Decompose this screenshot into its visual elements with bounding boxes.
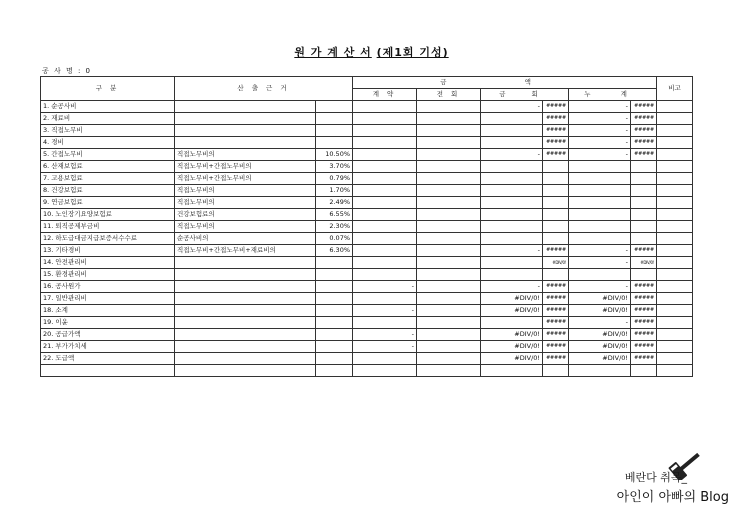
row-cumulative: - — [569, 149, 631, 161]
row-name: 19. 이윤 — [41, 317, 175, 329]
row-current — [481, 209, 543, 221]
row-cumulative: #DIV/0! — [569, 341, 631, 353]
row-name: 22. 도급액 — [41, 353, 175, 365]
row-current — [481, 197, 543, 209]
row-note — [657, 101, 693, 113]
row-rate — [316, 305, 353, 317]
row-basis: 직접노무비+간접노무비의 — [175, 173, 316, 185]
row-cumulative-ratio: ##### — [631, 305, 657, 317]
row-previous — [417, 149, 481, 161]
row-contract: - — [353, 341, 417, 353]
row-cumulative-ratio — [631, 209, 657, 221]
row-previous — [417, 341, 481, 353]
row-previous — [417, 257, 481, 269]
table-row — [41, 173, 693, 185]
document-title — [0, 44, 743, 60]
row-note — [657, 185, 693, 197]
row-cumulative-ratio: ##### — [631, 149, 657, 161]
row-contract — [353, 317, 417, 329]
row-current — [481, 113, 543, 125]
row-contract: - — [353, 281, 417, 293]
row-name: 13. 기타경비 — [41, 245, 175, 257]
row-current-ratio — [543, 161, 569, 173]
row-cumulative — [569, 233, 631, 245]
table-row — [41, 341, 693, 353]
row-current — [481, 125, 543, 137]
table-row — [41, 317, 693, 329]
row-cumulative — [569, 161, 631, 173]
row-note — [657, 353, 693, 365]
row-current-ratio — [543, 365, 569, 377]
row-cumulative-ratio — [631, 233, 657, 245]
row-name: 20. 공급가액 — [41, 329, 175, 341]
row-contract — [353, 365, 417, 377]
row-previous — [417, 101, 481, 113]
row-cumulative — [569, 221, 631, 233]
blog-signature — [617, 468, 729, 508]
row-cumulative-ratio — [631, 161, 657, 173]
header-gubun: 구 분 — [41, 77, 175, 101]
row-current — [481, 137, 543, 149]
row-cumulative-ratio: ##### — [631, 125, 657, 137]
row-previous — [417, 293, 481, 305]
row-current-ratio: ##### — [543, 329, 569, 341]
row-cumulative: - — [569, 125, 631, 137]
header-contract: 계 약 — [353, 89, 417, 101]
row-rate — [316, 137, 353, 149]
row-basis: 직접노무비의 — [175, 197, 316, 209]
row-basis — [175, 305, 316, 317]
row-rate: 2.30% — [316, 221, 353, 233]
row-rate — [316, 269, 353, 281]
row-rate — [316, 365, 353, 377]
row-previous — [417, 269, 481, 281]
row-cumulative-ratio — [631, 365, 657, 377]
row-basis — [175, 329, 316, 341]
table-row — [41, 233, 693, 245]
row-current-ratio: ##### — [543, 353, 569, 365]
row-rate — [316, 125, 353, 137]
row-note — [657, 197, 693, 209]
header-cumulative: 누 계 — [569, 89, 657, 101]
row-current — [481, 365, 543, 377]
table-row — [41, 281, 693, 293]
row-contract: - — [353, 329, 417, 341]
row-previous — [417, 353, 481, 365]
row-contract — [353, 101, 417, 113]
title-suffix: (제1회 기성) — [376, 46, 449, 59]
row-contract — [353, 149, 417, 161]
row-rate — [316, 341, 353, 353]
row-cumulative: - — [569, 245, 631, 257]
row-basis — [175, 257, 316, 269]
row-previous — [417, 317, 481, 329]
row-current-ratio: ##### — [543, 317, 569, 329]
row-name: 12. 하도급대금지급보증서수수료 — [41, 233, 175, 245]
row-contract — [353, 113, 417, 125]
row-note — [657, 365, 693, 377]
row-cumulative-ratio — [631, 269, 657, 281]
row-cumulative-ratio: #DIV/0! — [631, 257, 657, 269]
row-previous — [417, 233, 481, 245]
row-note — [657, 209, 693, 221]
row-cumulative: - — [569, 137, 631, 149]
table-row — [41, 245, 693, 257]
row-cumulative-ratio — [631, 197, 657, 209]
header-current: 금 회 — [481, 89, 569, 101]
row-rate — [316, 293, 353, 305]
row-rate: 10.50% — [316, 149, 353, 161]
row-note — [657, 161, 693, 173]
row-basis — [175, 353, 316, 365]
row-rate — [316, 317, 353, 329]
header-note: 비고 — [657, 77, 693, 101]
header-amount: 금 액 — [353, 77, 657, 89]
row-current: - — [481, 101, 543, 113]
row-cumulative: - — [569, 317, 631, 329]
row-note — [657, 149, 693, 161]
row-contract — [353, 161, 417, 173]
row-note — [657, 113, 693, 125]
row-current-ratio: ##### — [543, 305, 569, 317]
row-cumulative — [569, 173, 631, 185]
row-note — [657, 281, 693, 293]
row-cumulative — [569, 197, 631, 209]
row-previous — [417, 113, 481, 125]
row-name: 1. 순공사비 — [41, 101, 175, 113]
row-contract — [353, 233, 417, 245]
row-rate — [316, 353, 353, 365]
row-previous — [417, 197, 481, 209]
row-name: 10. 노인장기요양보험료 — [41, 209, 175, 221]
row-cumulative-ratio: ##### — [631, 281, 657, 293]
row-current: #DIV/0! — [481, 353, 543, 365]
row-note — [657, 125, 693, 137]
row-name: 6. 산재보험료 — [41, 161, 175, 173]
row-current-ratio: ##### — [543, 101, 569, 113]
row-rate: 1.70% — [316, 185, 353, 197]
row-current-ratio — [543, 173, 569, 185]
row-basis — [175, 101, 316, 113]
row-basis — [175, 293, 316, 305]
row-current: #DIV/0! — [481, 341, 543, 353]
row-cumulative-ratio — [631, 221, 657, 233]
row-current: #DIV/0! — [481, 329, 543, 341]
row-current — [481, 317, 543, 329]
row-current-ratio: ##### — [543, 281, 569, 293]
row-previous — [417, 365, 481, 377]
row-name: 11. 퇴직공제부금비 — [41, 221, 175, 233]
row-rate: 6.55% — [316, 209, 353, 221]
row-cumulative: - — [569, 101, 631, 113]
row-name: 4. 경비 — [41, 137, 175, 149]
row-name: 9. 연금보험료 — [41, 197, 175, 209]
table-row — [41, 209, 693, 221]
table-row — [41, 137, 693, 149]
row-cumulative — [569, 269, 631, 281]
row-cumulative-ratio: ##### — [631, 113, 657, 125]
row-current: - — [481, 149, 543, 161]
row-current-ratio — [543, 269, 569, 281]
row-cumulative-ratio — [631, 173, 657, 185]
row-current — [481, 173, 543, 185]
cost-sheet-table — [40, 76, 693, 377]
row-contract — [353, 293, 417, 305]
company-label: 공 사 명 : 0 — [42, 67, 92, 75]
row-previous — [417, 245, 481, 257]
row-basis — [175, 281, 316, 293]
row-current-ratio: ##### — [543, 137, 569, 149]
row-rate: 0.07% — [316, 233, 353, 245]
row-note — [657, 257, 693, 269]
row-cumulative: - — [569, 281, 631, 293]
row-contract — [353, 245, 417, 257]
row-previous — [417, 281, 481, 293]
table-row — [41, 221, 693, 233]
table-row — [41, 113, 693, 125]
row-note — [657, 341, 693, 353]
row-name: 3. 직접노무비 — [41, 125, 175, 137]
row-basis: 순공사비의 — [175, 233, 316, 245]
row-name — [41, 365, 175, 377]
row-contract — [353, 257, 417, 269]
row-cumulative-ratio: ##### — [631, 353, 657, 365]
row-previous — [417, 173, 481, 185]
row-name: 18. 소계 — [41, 305, 175, 317]
row-contract: - — [353, 305, 417, 317]
row-basis: 건강보험료의 — [175, 209, 316, 221]
row-note — [657, 317, 693, 329]
row-current-ratio: ##### — [543, 341, 569, 353]
row-current: - — [481, 281, 543, 293]
row-contract — [353, 353, 417, 365]
table-row — [41, 161, 693, 173]
table-row — [41, 329, 693, 341]
table-row — [41, 125, 693, 137]
row-name: 14. 안전관리비 — [41, 257, 175, 269]
row-rate: 2.49% — [316, 197, 353, 209]
row-note — [657, 269, 693, 281]
table-row — [41, 257, 693, 269]
header-basis: 산 출 근 거 — [175, 77, 353, 101]
row-previous — [417, 125, 481, 137]
row-current — [481, 257, 543, 269]
row-cumulative-ratio: ##### — [631, 329, 657, 341]
row-rate — [316, 113, 353, 125]
signature-line1: 베란다 취목_ — [624, 471, 687, 484]
row-cumulative: - — [569, 257, 631, 269]
row-rate: 0.79% — [316, 173, 353, 185]
row-current-ratio — [543, 209, 569, 221]
row-cumulative — [569, 209, 631, 221]
row-cumulative-ratio — [631, 185, 657, 197]
row-note — [657, 137, 693, 149]
row-contract — [353, 185, 417, 197]
table-row — [41, 293, 693, 305]
row-rate — [316, 329, 353, 341]
row-note — [657, 329, 693, 341]
row-contract — [353, 221, 417, 233]
row-note — [657, 173, 693, 185]
row-previous — [417, 209, 481, 221]
row-name: 2. 재료비 — [41, 113, 175, 125]
row-previous — [417, 137, 481, 149]
row-current: #DIV/0! — [481, 305, 543, 317]
row-contract — [353, 173, 417, 185]
row-current-ratio — [543, 185, 569, 197]
row-basis — [175, 317, 316, 329]
row-current-ratio: ##### — [543, 293, 569, 305]
row-previous — [417, 221, 481, 233]
row-cumulative — [569, 365, 631, 377]
row-basis: 직접노무비+간접노무비+재료비의 — [175, 245, 316, 257]
row-current — [481, 221, 543, 233]
row-current: #DIV/0! — [481, 293, 543, 305]
row-current — [481, 161, 543, 173]
row-current-ratio — [543, 221, 569, 233]
row-basis: 직접노무비의 — [175, 185, 316, 197]
row-name: 5. 간접노무비 — [41, 149, 175, 161]
row-contract — [353, 209, 417, 221]
row-cumulative: - — [569, 113, 631, 125]
row-previous — [417, 305, 481, 317]
row-name: 16. 공사원가 — [41, 281, 175, 293]
table-body — [41, 101, 693, 377]
title-main: 원 가 계 산 서 — [294, 46, 372, 59]
table-row — [41, 197, 693, 209]
row-note — [657, 233, 693, 245]
row-rate: 3.70% — [316, 161, 353, 173]
row-contract — [353, 125, 417, 137]
row-basis — [175, 341, 316, 353]
signature-line2: 아인이 아빠의 Blog — [616, 490, 729, 505]
table-row — [41, 269, 693, 281]
table-row — [41, 101, 693, 113]
row-previous — [417, 161, 481, 173]
row-basis — [175, 125, 316, 137]
row-current-ratio: ##### — [543, 245, 569, 257]
row-previous — [417, 329, 481, 341]
row-contract — [353, 197, 417, 209]
row-current — [481, 233, 543, 245]
row-basis — [175, 113, 316, 125]
row-basis — [175, 137, 316, 149]
row-previous — [417, 185, 481, 197]
row-cumulative: #DIV/0! — [569, 293, 631, 305]
row-basis: 직접노무비의 — [175, 221, 316, 233]
row-note — [657, 221, 693, 233]
row-current — [481, 269, 543, 281]
row-cumulative: #DIV/0! — [569, 353, 631, 365]
row-basis — [175, 365, 316, 377]
row-name: 8. 건강보험료 — [41, 185, 175, 197]
row-basis — [175, 269, 316, 281]
table-row — [41, 149, 693, 161]
row-cumulative-ratio: ##### — [631, 317, 657, 329]
row-cumulative: #DIV/0! — [569, 329, 631, 341]
row-current-ratio: ##### — [543, 113, 569, 125]
row-rate — [316, 257, 353, 269]
row-rate — [316, 281, 353, 293]
row-current: - — [481, 245, 543, 257]
row-note — [657, 305, 693, 317]
row-current-ratio: ##### — [543, 149, 569, 161]
row-current-ratio — [543, 197, 569, 209]
row-note — [657, 293, 693, 305]
row-contract — [353, 269, 417, 281]
row-cumulative-ratio: ##### — [631, 101, 657, 113]
row-rate — [316, 101, 353, 113]
table-row — [41, 185, 693, 197]
row-rate: 6.30% — [316, 245, 353, 257]
row-current-ratio: ##### — [543, 125, 569, 137]
row-current-ratio: #DIV/0! — [543, 257, 569, 269]
row-current-ratio — [543, 233, 569, 245]
row-contract — [353, 137, 417, 149]
row-name: 17. 일반관리비 — [41, 293, 175, 305]
row-cumulative-ratio: ##### — [631, 137, 657, 149]
row-name: 7. 고용보험료 — [41, 173, 175, 185]
row-name: 15. 환경관리비 — [41, 269, 175, 281]
header-previous: 전 회 — [417, 89, 481, 101]
row-cumulative — [569, 185, 631, 197]
row-cumulative-ratio: ##### — [631, 341, 657, 353]
row-name: 21. 부가가치세 — [41, 341, 175, 353]
row-note — [657, 245, 693, 257]
table-row — [41, 365, 693, 377]
row-cumulative-ratio: ##### — [631, 293, 657, 305]
table-row — [41, 353, 693, 365]
row-cumulative-ratio: ##### — [631, 245, 657, 257]
row-current — [481, 185, 543, 197]
table-row — [41, 305, 693, 317]
row-basis: 직접노무비의 — [175, 149, 316, 161]
row-basis: 직접노무비+간접노무비의 — [175, 161, 316, 173]
row-cumulative: #DIV/0! — [569, 305, 631, 317]
